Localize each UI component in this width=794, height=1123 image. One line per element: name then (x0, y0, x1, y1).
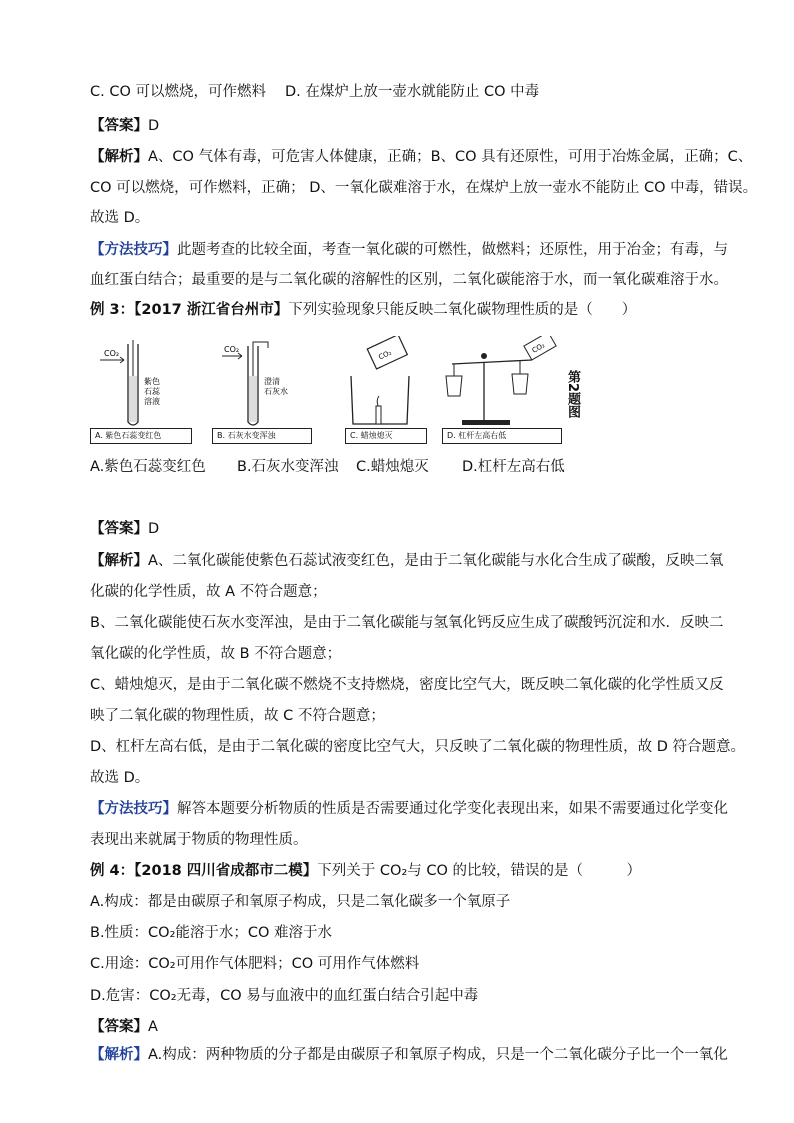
ex3-analysis-8 (90, 768, 149, 788)
liquid-label-b1: 澄清 (264, 377, 280, 386)
caption-c: C. 蜡烛熄灭 (345, 428, 427, 444)
caption-a: A. 紫色石蕊变红色 (90, 428, 192, 444)
method-text: 血红蛋白结合；最重要的是与二氧化碳的溶解性的区别，二氧化碳能溶于水，而一氧化碳难溶于水。 (90, 272, 728, 288)
answer-value: A (148, 1019, 158, 1035)
analysis-text: 氧化碳的化学性质，故 B 不符合题意； (90, 646, 342, 662)
test-tube-a-illustration (90, 336, 192, 428)
ex4-option-b (90, 923, 332, 943)
analysis-text: A、二氧化碳能使紫色石蕊试液变红色，是由于二氧化碳能与水化合生成了碳酸，反映二氧 (148, 553, 724, 569)
method-text: 表现出来就属于物质的物理性质。 (90, 832, 308, 848)
co2-label-d: CO₂ (530, 341, 547, 355)
option-d: D. 在煤炉上放一壶水就能防止 CO 中毒 (285, 84, 540, 100)
analysis-tag: 【解析】 (90, 553, 148, 569)
experiment-figure (90, 336, 600, 446)
ex3-answer-line (90, 519, 159, 539)
analysis-line-2 (90, 178, 757, 198)
ex4-option-a (90, 892, 510, 912)
ex4-answer-line (90, 1017, 158, 1037)
figure-number-label: 第2题图 (565, 370, 580, 419)
analysis-text: CO 可以燃烧，可作燃料，正确； D、一氧化碳难溶于水，在煤炉上放一壶水不能防止 CO 中毒，错误。 (90, 180, 758, 196)
answer-tag: 【答案】 (90, 1019, 148, 1035)
analysis-tag: 【解析】 (90, 149, 148, 165)
ex3-analysis-1 (90, 551, 723, 571)
co2-label-a: CO₂ (104, 349, 120, 358)
option-b: B.石灰水变浑浊 (237, 459, 339, 475)
example-source: 【2017 浙江省台州市】 (134, 302, 289, 318)
ex3-analysis-4 (90, 644, 341, 664)
liquid-label-a2: 石蕊 (144, 387, 160, 396)
option-c-line (90, 82, 266, 102)
lever-balance-illustration (442, 336, 562, 428)
liquid-label-a3: 溶液 (144, 397, 160, 406)
ex3-analysis-6 (90, 706, 385, 726)
analysis-text: D、杠杆左高右低，是由于二氧化碳的密度比空气大，只反映了二氧化碳的物理性质，故 D 符合题意。 (90, 739, 746, 755)
answer-value: D (148, 521, 160, 537)
method-line-2 (90, 270, 728, 290)
method-line-1 (90, 240, 728, 260)
panel-b (212, 336, 312, 444)
option-c: C. CO 可以燃烧，可作燃料 (90, 84, 266, 100)
analysis-text: 故选 D。 (90, 210, 150, 226)
co2-label-b: CO₂ (224, 345, 240, 354)
answer-tag: 【答案】 (90, 118, 148, 134)
ex3-analysis-2 (90, 582, 327, 602)
panel-c (345, 336, 427, 444)
option-a: A.紫色石蕊变红色 (90, 459, 206, 475)
method-text: 解答本题要分析物质的性质是否需要通过化学变化表现出来，如果不需要通过化学变化 (177, 801, 728, 817)
option-d-ex3: D.杠杆左高右低 (462, 459, 565, 475)
liquid-label-b2: 石灰水 (264, 387, 288, 396)
option-text: D.危害：CO₂无毒，CO 易与血液中的血红蛋白结合引起中毒 (90, 988, 479, 1004)
ex3-method-1 (90, 799, 728, 819)
ex4-analysis-1 (90, 1045, 728, 1065)
analysis-line-1 (90, 147, 752, 167)
answer-line (90, 116, 159, 136)
ex4-option-d (90, 986, 478, 1006)
example-3-header (90, 300, 636, 320)
example-source: 【2018 四川省成都市二模】 (134, 863, 318, 879)
method-tag: 【方法技巧】 (90, 242, 177, 258)
option-d-line (285, 82, 539, 102)
example-label: 例 4： (90, 863, 135, 879)
ex3-method-2 (90, 830, 308, 850)
option-text: A.构成：都是由碳原子和氧原子构成，只是二氧化碳多一个氧原子 (90, 894, 511, 910)
analysis-text: B、二氧化碳能使石灰水变浑浊，是由于二氧化碳能与氢氧化钙反应生成了碳酸钙沉淀和水．反映二 (90, 615, 724, 631)
method-text: 此题考查的比较全面，考查一氧化碳的可燃性，做燃料；还原性，用于冶金；有毒，与 (177, 242, 728, 258)
panel-a (90, 336, 192, 444)
liquid-label-a1: 紫色 (144, 377, 160, 386)
analysis-tag: 【解析】 (90, 1047, 148, 1063)
analysis-text: A.构成：两种物质的分子都是由碳原子和氧原子构成，只是一个二氧化碳分子比一个一氧化 (148, 1047, 728, 1063)
analysis-text: 化碳的化学性质，故 A 不符合题意； (90, 584, 327, 600)
caption-d: D. 杠杆左高右低 (442, 428, 562, 444)
option-c-ex3: C.蜡烛熄灭 (356, 459, 429, 475)
analysis-text: C、蜡烛熄灭，是由于二氧化碳不燃烧不支持燃烧，密度比空气大，既反映二氧化碳的化学性质又反 (90, 677, 724, 693)
analysis-line-3 (90, 208, 149, 228)
answer-tag: 【答案】 (90, 521, 148, 537)
co2-label-c: CO₂ (377, 348, 393, 362)
analysis-text: A、CO 气体有毒，可危害人体健康，正确；B、CO 具有还原性，可用于冶炼金属，正确；C、 (148, 149, 753, 165)
caption-b: B. 石灰水变浑浊 (212, 428, 312, 444)
analysis-text: 映了二氧化碳的物理性质，故 C 不符合题意； (90, 708, 385, 724)
beaker-candle-illustration (345, 336, 427, 428)
ex3-analysis-5 (90, 675, 724, 695)
example-label: 例 3： (90, 302, 135, 318)
option-text: C.用途：CO₂可用作气体肥料；CO 可用作气体燃料 (90, 956, 420, 972)
ex3-analysis-3 (90, 613, 723, 633)
example-4-header (90, 861, 641, 881)
test-tube-b-illustration (212, 336, 312, 428)
analysis-text: 故选 D。 (90, 770, 150, 786)
example-question: 下列实验现象只能反映二氧化碳物理性质的是（ ） (288, 302, 637, 318)
panel-d (442, 336, 562, 444)
answer-value: D (148, 118, 160, 134)
ex3-analysis-7 (90, 737, 745, 757)
ex4-option-c (90, 954, 419, 974)
option-text: B.性质：CO₂能溶于水；CO 难溶于水 (90, 925, 333, 941)
method-tag: 【方法技巧】 (90, 801, 177, 817)
example-question: 下列关于 CO₂与 CO 的比较，错误的是（ ） (317, 863, 642, 879)
